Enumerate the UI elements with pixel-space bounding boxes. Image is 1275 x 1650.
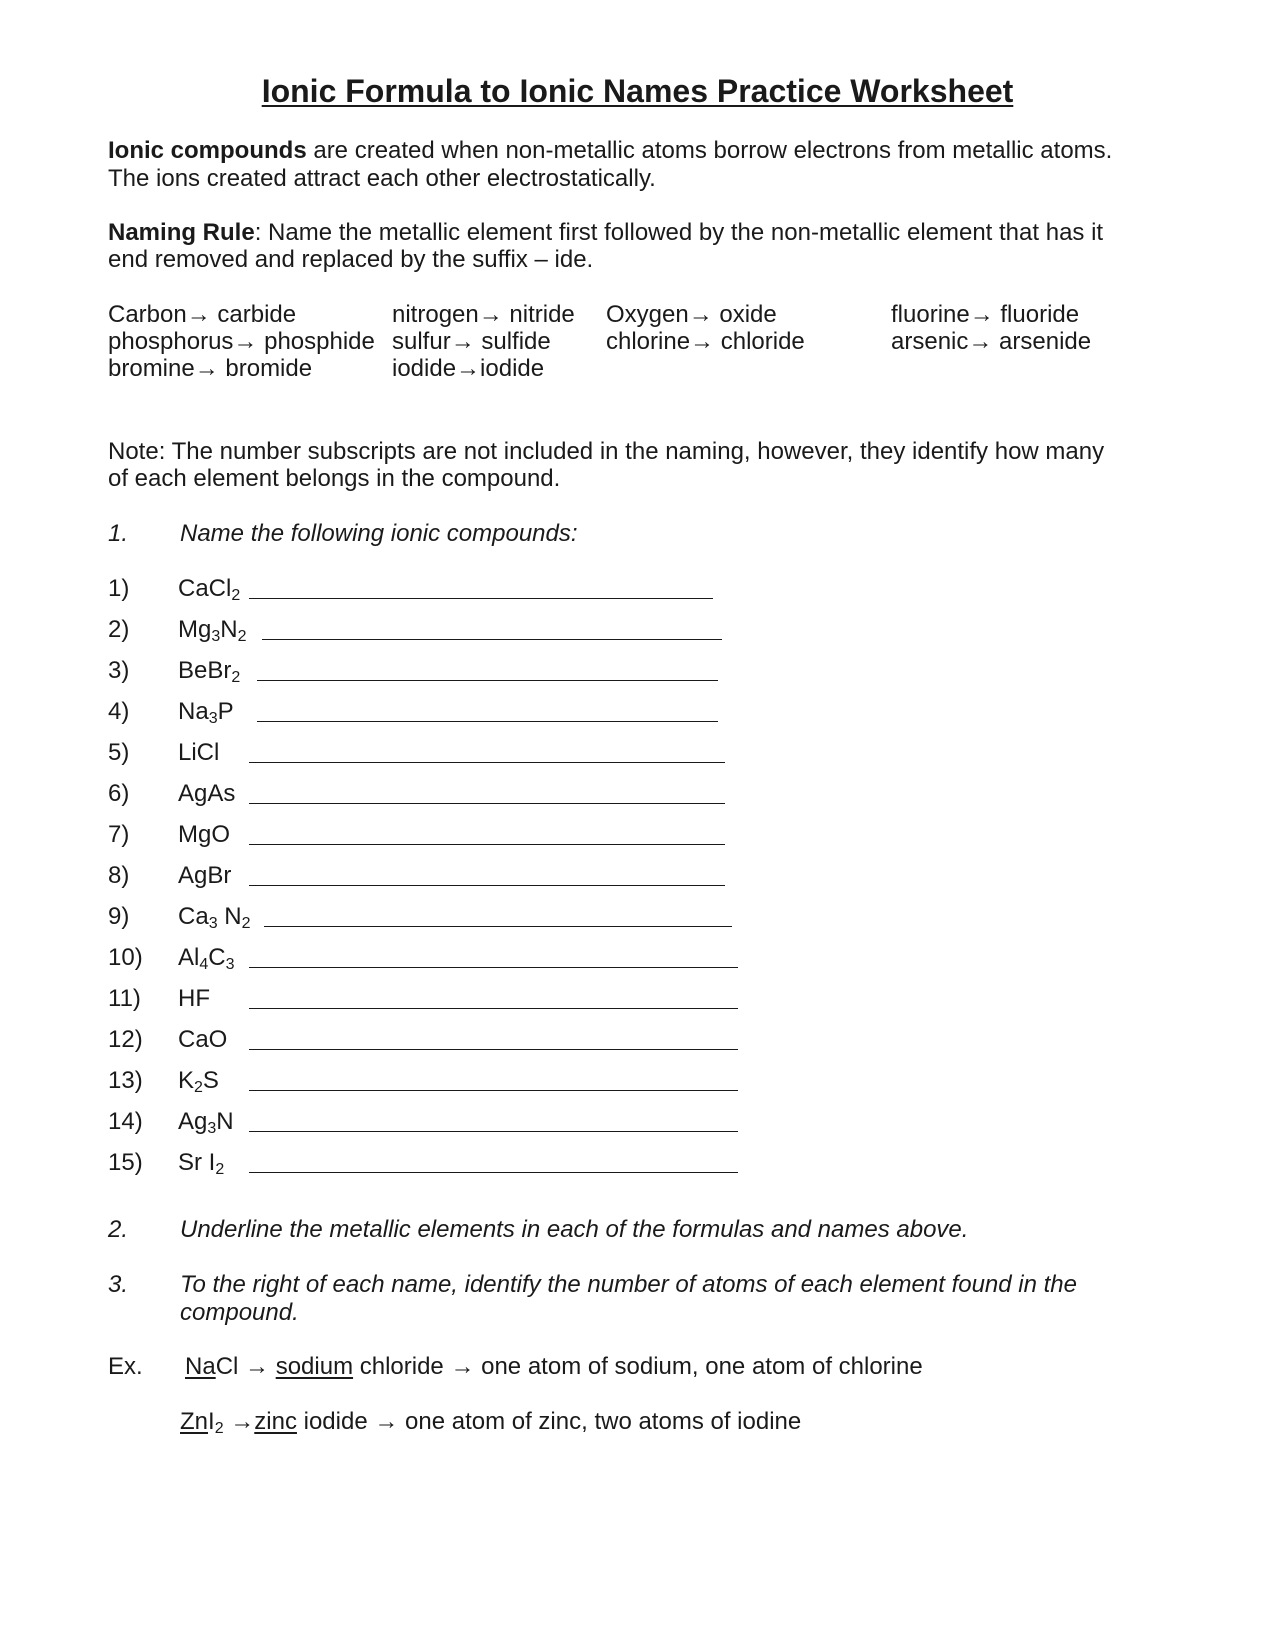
- formula-subscript: 3: [207, 1120, 217, 1137]
- compound-formula: [178, 575, 240, 603]
- intro-line-2: The ions created attract each other electrostatically.: [108, 165, 656, 192]
- item-number: 15): [108, 1149, 143, 1176]
- intro-line-1: [108, 137, 1112, 165]
- suffix-table-cell: sulfur→ sulfide: [392, 328, 551, 355]
- item-number: 12): [108, 1026, 143, 1053]
- example-text: →: [223, 1408, 255, 1435]
- question-2-number: 2.: [108, 1216, 129, 1243]
- suffix-table-cell: fluorine→ fluoride: [891, 301, 1080, 328]
- compound-formula: [178, 1026, 227, 1054]
- formula-text: MgO: [178, 821, 231, 848]
- formula-text: AgBr: [178, 862, 232, 889]
- suffix-table-cell: Oxygen→ oxide: [606, 301, 777, 328]
- compound-formula: [178, 698, 234, 726]
- formula-text: CaO: [178, 1026, 228, 1053]
- formula-subscript: 3: [225, 956, 235, 973]
- answer-blank[interactable]: [249, 597, 713, 599]
- naming-rule-line-2: end removed and replaced by the suffix – ide.: [108, 246, 594, 273]
- example-text: Cl →: [215, 1353, 276, 1380]
- formula-text: N: [216, 1108, 234, 1135]
- example-underlined: zinc: [254, 1408, 297, 1435]
- question-1-number: 1.: [108, 520, 129, 547]
- suffix-table-cell: phosphorus→ phosphide: [108, 328, 375, 355]
- compound-formula: [178, 944, 235, 972]
- example-underlined: sodium: [275, 1353, 354, 1380]
- item-number: 2): [108, 616, 130, 643]
- compound-formula: [178, 903, 251, 931]
- formula-subscript: 2: [194, 1079, 203, 1096]
- question-1-prompt: Name the following ionic compounds:: [180, 520, 578, 547]
- answer-blank[interactable]: [249, 1130, 738, 1132]
- compound-formula: [178, 780, 235, 808]
- formula-text: S: [202, 1067, 219, 1094]
- formula-subscript: 2: [231, 669, 241, 686]
- formula-text: BeBr: [178, 657, 232, 684]
- compound-formula: [178, 616, 247, 644]
- formula-subscript: 3: [208, 710, 218, 727]
- item-number: 9): [108, 903, 130, 930]
- answer-blank[interactable]: [264, 925, 732, 927]
- formula-subscript: 2: [241, 915, 251, 932]
- answer-blank[interactable]: [249, 884, 725, 886]
- example-underlined: Na: [185, 1353, 216, 1380]
- example-text: iodide → one atom of zinc, two atoms of iodine: [296, 1408, 802, 1435]
- suffix-table-cell: chlorine→ chloride: [606, 328, 805, 355]
- question-3-prompt-line-1: To the right of each name, identify the number of atoms of each element found in the: [180, 1271, 1077, 1298]
- compound-formula: [178, 657, 240, 685]
- formula-subscript: 3: [208, 915, 218, 932]
- note-line-1: Note: The number subscripts are not included in the naming, however, they identify how many: [108, 438, 1105, 465]
- suffix-table-cell: nitrogen→ nitride: [392, 301, 575, 328]
- naming-rule-term: Naming Rule: [108, 219, 255, 246]
- item-number: 4): [108, 698, 130, 725]
- naming-rule-text: : Name the metallic element first followed by the non-metallic element that has it: [254, 219, 1104, 246]
- item-number: 3): [108, 657, 130, 684]
- formula-text: HF: [178, 985, 210, 1012]
- formula-text: Sr I: [178, 1149, 216, 1176]
- note-line-2: of each element belongs in the compound.: [108, 465, 561, 492]
- formula-text: C: [208, 944, 226, 971]
- question-2-prompt: Underline the metallic elements in each of the formulas and names above.: [180, 1216, 969, 1243]
- question-3-prompt-line-2: compound.: [180, 1299, 299, 1326]
- formula-text: CaCl: [178, 575, 232, 602]
- compound-formula: [178, 1067, 219, 1095]
- suffix-table-cell: Carbon→ carbide: [108, 301, 297, 328]
- formula-subscript: 2: [231, 587, 241, 604]
- intro-text: are created when non-metallic atoms borrow electrons from metallic atoms.: [306, 137, 1113, 164]
- answer-blank[interactable]: [249, 1007, 738, 1009]
- formula-text: P: [217, 698, 234, 725]
- answer-blank[interactable]: [249, 1089, 738, 1091]
- formula-subscript: 2: [237, 628, 247, 645]
- answer-blank[interactable]: [249, 1048, 738, 1050]
- item-number: 5): [108, 739, 130, 766]
- compound-formula: [178, 1108, 234, 1136]
- answer-blank[interactable]: [249, 1171, 738, 1173]
- answer-blank[interactable]: [257, 679, 718, 681]
- formula-text: Ca: [178, 903, 209, 930]
- item-number: 6): [108, 780, 130, 807]
- answer-blank[interactable]: [257, 720, 718, 722]
- suffix-table-cell: arsenic→ arsenide: [891, 328, 1092, 355]
- formula-text: LiCl: [178, 739, 220, 766]
- answer-blank[interactable]: [262, 638, 722, 640]
- formula-text: K: [178, 1067, 195, 1094]
- answer-blank[interactable]: [249, 802, 725, 804]
- example-label: Ex.: [108, 1353, 143, 1380]
- suffix-table-cell: iodide→iodide: [392, 355, 545, 382]
- formula-text: N: [217, 903, 242, 930]
- naming-rule-line-1: [108, 219, 1103, 247]
- example-underlined: Zn: [180, 1408, 209, 1435]
- example-2: [180, 1408, 801, 1436]
- example-1: [185, 1353, 923, 1381]
- formula-subscript: 4: [199, 956, 209, 973]
- answer-blank[interactable]: [249, 761, 725, 763]
- compound-formula: [178, 821, 230, 849]
- question-3-number: 3.: [108, 1271, 129, 1298]
- compound-formula: [178, 739, 219, 767]
- formula-text: Mg: [178, 616, 212, 643]
- page-title: Ionic Formula to Ionic Names Practice Worksheet: [261, 73, 1014, 109]
- formula-text: AgAs: [178, 780, 236, 807]
- item-number: 10): [108, 944, 143, 971]
- answer-blank[interactable]: [249, 966, 738, 968]
- intro-term: Ionic compounds: [108, 137, 307, 164]
- compound-formula: [178, 985, 210, 1013]
- suffix-table-cell: bromine→ bromide: [108, 355, 313, 382]
- example-text: chloride → one atom of sodium, one atom of chlorine: [353, 1353, 923, 1380]
- answer-blank[interactable]: [249, 843, 725, 845]
- item-number: 14): [108, 1108, 143, 1135]
- formula-text: Na: [178, 698, 209, 725]
- compound-formula: [178, 1149, 224, 1177]
- formula-text: Al: [178, 944, 200, 971]
- formula-text: N: [220, 616, 238, 643]
- item-number: 11): [108, 985, 141, 1012]
- example-text: I: [208, 1408, 215, 1435]
- formula-subscript: 3: [211, 628, 221, 645]
- formula-text: Ag: [178, 1108, 208, 1135]
- example-subscript: 2: [214, 1420, 224, 1437]
- item-number: 7): [108, 821, 130, 848]
- formula-subscript: 2: [215, 1161, 225, 1178]
- item-number: 13): [108, 1067, 143, 1094]
- item-number: 1): [108, 575, 130, 602]
- item-number: 8): [108, 862, 130, 889]
- compound-formula: [178, 862, 231, 890]
